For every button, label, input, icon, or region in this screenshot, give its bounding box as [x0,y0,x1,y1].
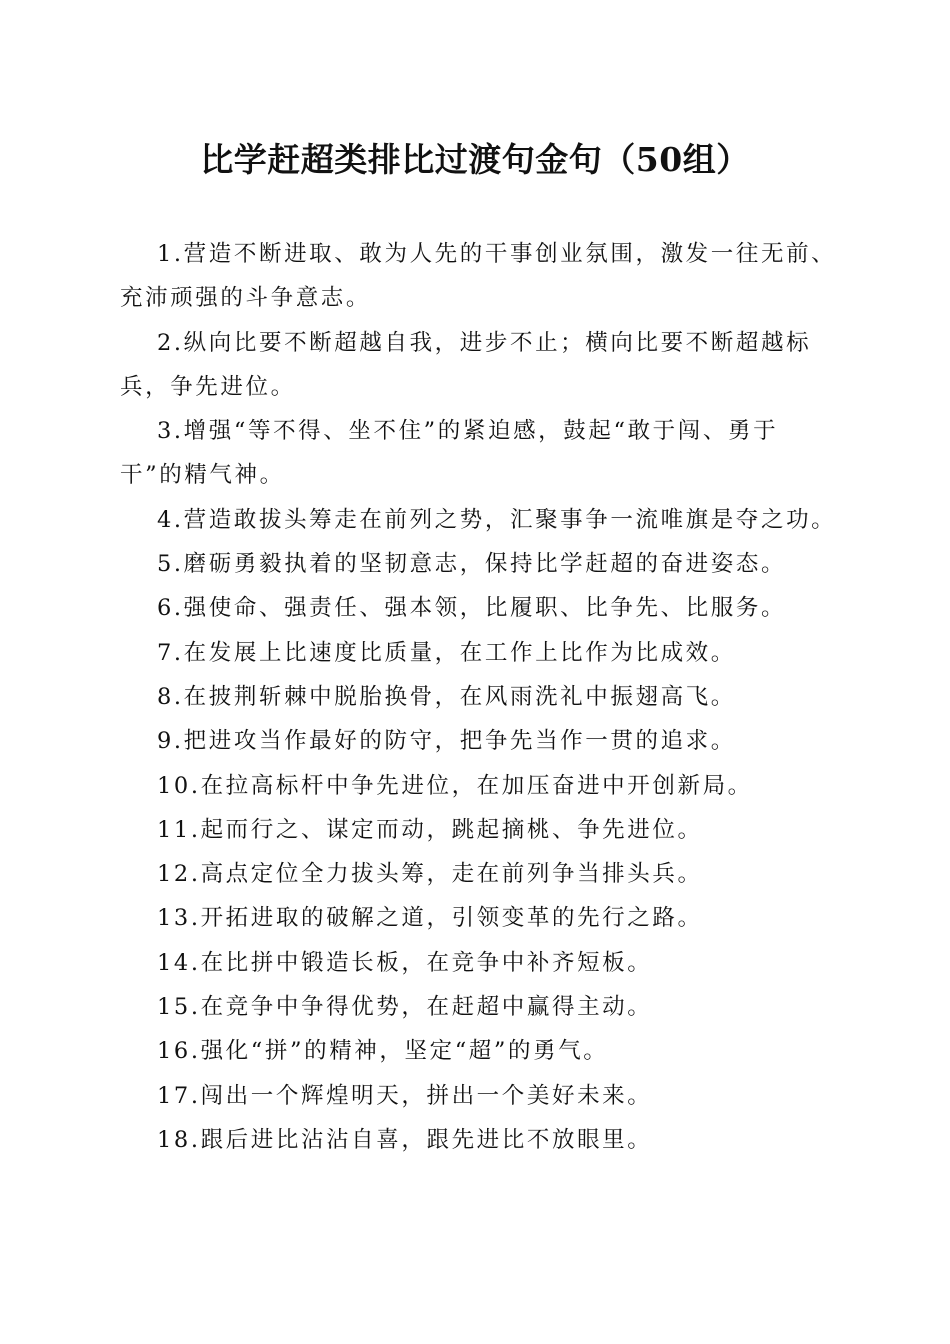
list-item-line: 1.营造不断进取、敢为人先的干事创业氛围，激发一往无前、 [157,241,837,267]
list-item [120,985,840,1029]
page-title: 比学赶超类排比过渡句金句（50组） [200,140,750,179]
list-item-line: 干”的精气神。 [120,462,285,489]
list-item-line: 17.闯出一个辉煌明天，拼出一个美好未来。 [157,1082,653,1109]
list-item-line: 13.开拓进取的破解之道，引领变革的先行之路。 [157,905,703,932]
list-item [120,852,840,896]
list-item [120,542,840,586]
list-item [120,896,840,940]
list-item-line: 3.增强“等不得、坐不住”的紧迫感，鼓起“敢于闯、勇于 [157,418,779,445]
list-item [120,321,840,410]
list-item-line: 8.在披荆斩棘中脱胎换骨，在风雨洗礼中振翅高飞。 [157,683,736,710]
list-item [120,1074,840,1118]
list-item-line: 充沛顽强的斗争意志。 [120,285,372,312]
list-item [120,941,840,985]
list-item-line: 14.在比拼中锻造长板，在竞争中补齐短板。 [157,949,653,976]
list-item [120,808,840,852]
list-item-line: 12.高点定位全力拔头筹，走在前列争当排头兵。 [157,861,703,888]
list-item [120,1029,840,1073]
list-item-line: 5.磨砺勇毅执着的坚韧意志，保持比学赶超的奋进姿态。 [157,551,787,578]
list-item [120,1118,840,1162]
list-item-line: 9.把进攻当作最好的防守，把争先当作一贯的追求。 [157,728,736,755]
list-item-line: 15.在竞争中争得优势，在赶超中赢得主动。 [157,994,653,1021]
list-item [120,631,840,675]
list-item [120,409,840,498]
list-item-line: 6.强使命、强责任、强本领，比履职、比争先、比服务。 [157,595,787,622]
list-item-line: 4.营造敢拔头筹走在前列之势，汇聚事争一流唯旗是夺之功。 [157,506,837,533]
list-item-line: 兵，争先进位。 [120,373,296,400]
list-item-line: 11.起而行之、谋定而动，跳起摘桃、争先进位。 [157,816,703,843]
list-item [120,675,840,719]
list-item [120,498,840,542]
list-item-line: 2.纵向比要不断超越自我，进步不止；横向比要不断超越标 [157,329,812,356]
list-item-line: 16.强化“拼”的精神，坚定“超”的勇气。 [157,1038,609,1065]
list-item [120,719,840,763]
list-item-line: 7.在发展上比速度比质量，在工作上比作为比成效。 [157,639,736,666]
list-item-line: 18.跟后进比沾沾自喜，跟先进比不放眼里。 [157,1126,653,1153]
list-item-line: 10.在拉高标杆中争先进位，在加压奋进中开创新局。 [157,772,753,799]
list-item [120,764,840,808]
list-item [120,232,840,321]
list-item [120,586,840,630]
document-body [120,232,840,1162]
